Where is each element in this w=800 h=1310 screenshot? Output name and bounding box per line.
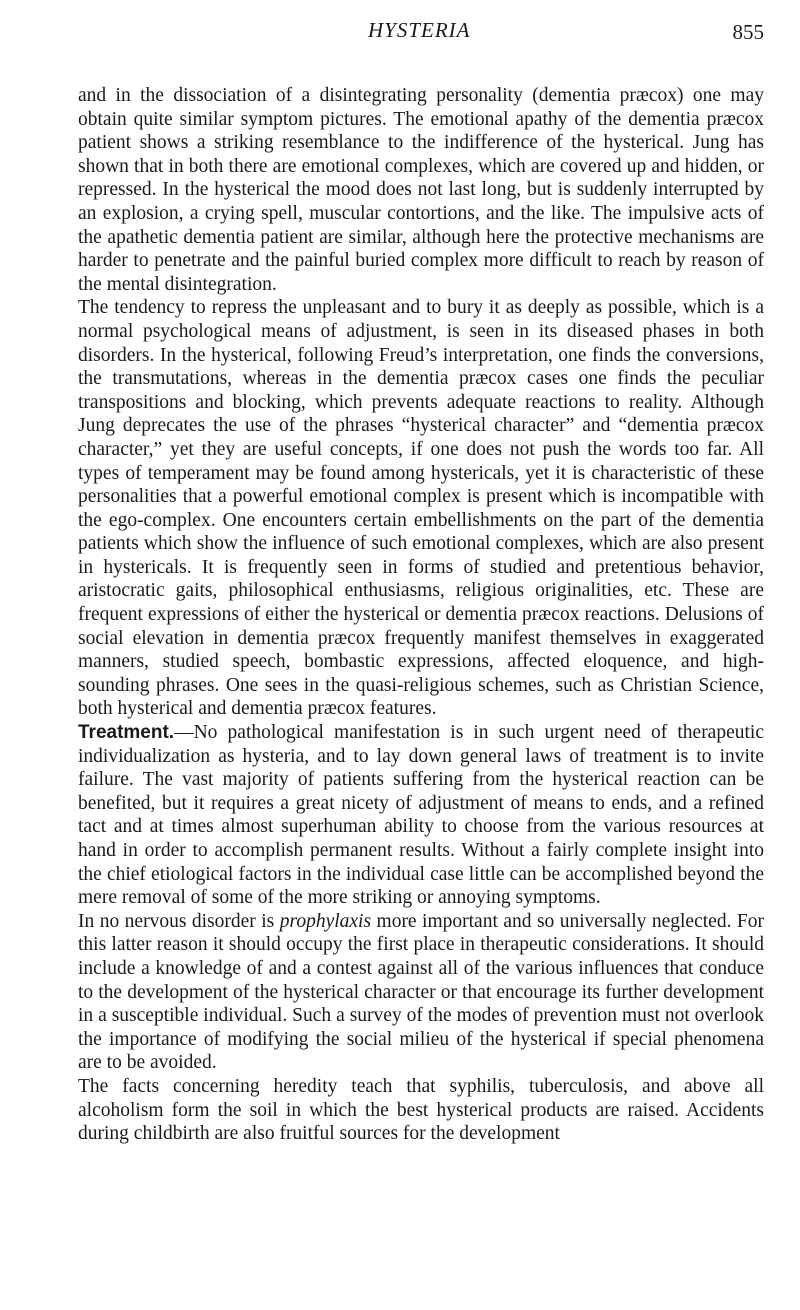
paragraph-treatment <box>78 721 764 910</box>
paragraph-heredity: The facts concerning heredity teach that syphilis, tuberculosis, and above all alcoholism form the soil in which the best hysterical products are raised. Accidents during childbirth are also fruitful sources for the development <box>78 1075 764 1145</box>
paragraph-dissociation: and in the dissociation of a disintegrating personality (dementia præcox) one may obtain quite similar symptom pictures. The emotional apathy of the dementia præcox patient shows a striking resemblance to the indifference of the hysterical. Jung has shown that in both there are emotional complexes, which are covered up and hidden, or repressed. In the hysterical the mood does not last long, but is suddenly interrupted by an explosion, a crying spell, muscular contortions, and the like. The impulsive acts of the apathetic dementia patient are similar, although here the protective mechanisms are harder to penetrate and the painful buried complex more difficult to reach by reason of the mental disintegration. <box>78 85 764 295</box>
prophylaxis-text-end: more important and so universally neglected. For this latter reason it should occupy the first place in therapeutic considerations. It should include a knowledge of and a contest against all of the various influences that conduce to the development of the hysterical character or that encourage its further development in a susceptible individual. Such a survey of the modes of prevention must not overlook the importance of modifying the social milieu of the hysterical if special phenomena are to be avoided. <box>78 910 764 1074</box>
page-number: 855 <box>732 20 764 44</box>
text-body <box>78 84 764 1146</box>
prophylaxis-text-start: In no nervous disorder is <box>78 910 280 932</box>
running-title: HYSTERIA <box>368 18 471 42</box>
treatment-heading: Treatment. <box>78 722 175 744</box>
paragraph-repression: The tendency to repress the unpleasant and to bury it as deeply as possible, which is a normal psychological means of adjustment, is seen in its diseased phases in both disorders. In the hysterical, following Freud’s interpretation, one finds the conversions, the transmutations, whereas in the dementia præcox cases one finds the peculiar transpositions and blocking, which prevents adequate reactions to reality. Although Jung deprecates the use of the phrases “hysterical character” and “dementia præcox character,” yet they are useful concepts, if one does not push the words too far. All types of temperament may be found among hystericals, yet it is characteristic of these personalities that a powerful emotional complex is present which is incompatible with the ego-complex. One encounters certain embellishments on the part of the dementia patients which show the influence of such emotional complexes, which are also present in hystericals. It is frequently seen in forms of studied and pretentious behavior, aristocratic gaits, philosophical enthusiasms, religious originalities, etc. These are frequent expressions of either the hysterical or dementia præcox reactions. Delusions of social elevation in dementia præcox frequently manifest themselves in exaggerated manners, studied speech, bombastic expressions, affected eloquence, and high-sounding phrases. One sees in the quasi-religious schemes, such as Christian Science, both hysterical and dementia præcox features. <box>78 297 764 720</box>
treatment-text: —No pathological manifestation is in such urgent need of therapeutic individualization as hysteria, and to lay down general laws of treatment is to invite failure. The vast majority of patients suffering from the hysterical reaction can be benefited, but it requires a great nicety of adjustment of means to ends, and a refined tact and at times almost superhuman ability to choose from the various resources at hand in order to accomplish permanent results. Without a fairly complete insight into the chief etiological factors in the individual case little can be accomplished beyond the mere removal of some of the more striking or annoying symptoms. <box>78 722 764 909</box>
prophylaxis-term: prophylaxis <box>279 910 372 932</box>
paragraph-prophylaxis <box>78 910 764 1075</box>
page-header <box>78 18 764 48</box>
